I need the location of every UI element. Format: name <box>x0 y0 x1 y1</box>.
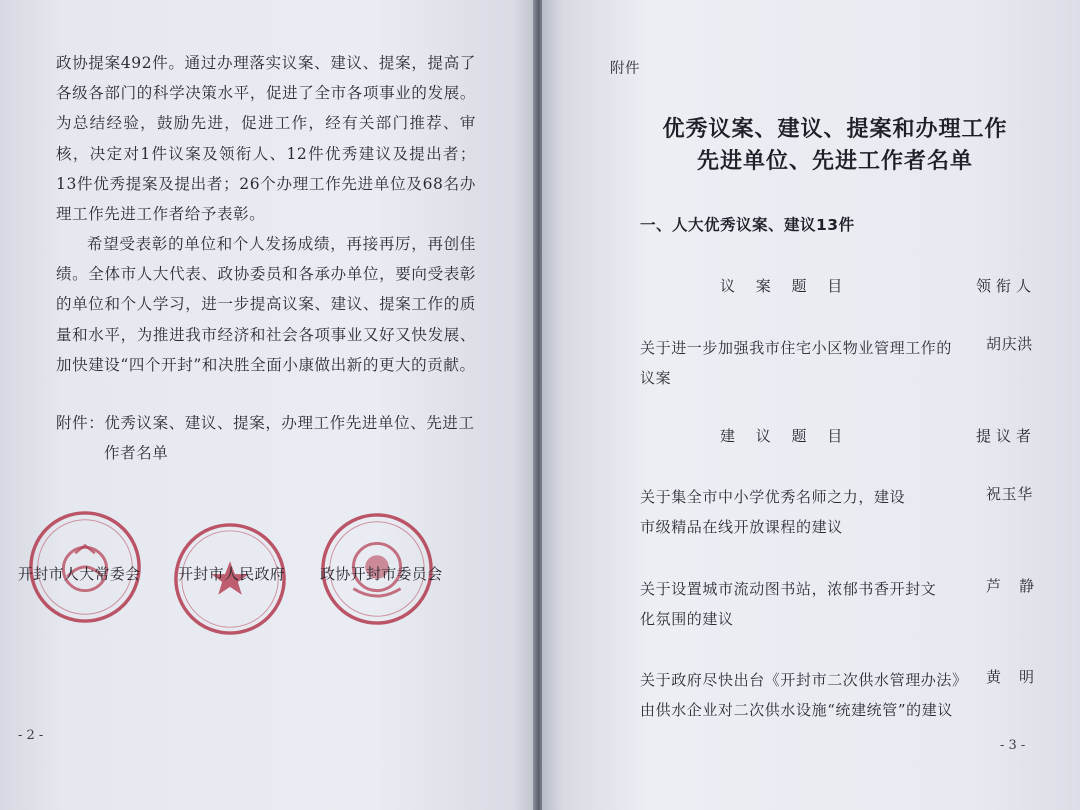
suggestion-topic-header: 建 议 题 目 <box>720 427 851 445</box>
issuer-cppcc-committee: 政协开封市委员会 <box>320 565 443 583</box>
document-title-line-2: 先进单位、先进工作者名单 <box>696 149 973 174</box>
body-paragraph-1: 政协提案492件。通过办理落实议案、建议、提案，提高了各级各部门的科学决策水平，促进了全市各项事业的发展。为总结经验，鼓励先进，促进工作，经有关部门推荐、审核，决定对1件议案及领衔人、12件优秀建议及提出者；13件优秀提案及提出者；26个办理工作先进单位及68名办理工作先进工作者给予表彰。 <box>56 54 476 224</box>
issuer-municipal-government: 开封市人民政府 <box>178 565 286 583</box>
motion-item-title: 关于进一步加强我市住宅小区物业管理工作的议案 <box>640 339 953 387</box>
attachment-note <box>56 408 476 468</box>
suggestion-item-person: 黄明 <box>986 668 1053 686</box>
attachment-label: 附件： <box>56 414 105 432</box>
suggestion-item-person: 芦静 <box>986 577 1053 595</box>
suggestion-item-title: 关于集全市中小学优秀名师之力，建设市级精品在线开放课程的建议 <box>640 488 906 536</box>
motion-item-person: 胡庆洪 <box>986 335 1033 353</box>
suggestion-item-title: 关于政府尽快出台《开封市二次供水管理办法》由供水企业对二次供水设施“统建统管”的建议 <box>640 671 968 719</box>
suggestion-item-title: 关于设置城市流动图书站，浓郁书香开封文化氛围的建议 <box>640 580 937 628</box>
suggestion-person-header: 提议者 <box>976 427 1037 445</box>
section-heading: 一、人大优秀议案、建议13件 <box>640 216 855 234</box>
document-title-line-1: 优秀议案、建议、提案和办理工作 <box>662 117 1008 142</box>
motion-person-header: 领衔人 <box>976 277 1037 295</box>
left-page <box>0 0 535 810</box>
motion-topic-header: 议 案 题 目 <box>720 277 851 295</box>
body-paragraph-2: 希望受表彰的单位和个人发扬成绩，再接再厉，再创佳绩。全体市人大代表、政协委员和各承办单位，要向受表彰的单位和个人学习，进一步提高议案、建议、提案工作的质量和水平，为推进我市经济和社会各项事业又好又快发展、加快建设“四个开封”和决胜全面小康做出新的更大的贡献。 <box>56 235 476 374</box>
attachment-line-2: 作者名单 <box>104 444 169 462</box>
page-number-right: - 3 - <box>1000 738 1026 753</box>
issuer-npc-standing-committee: 开封市人大常委会 <box>18 565 141 583</box>
attachment-heading: 附件 <box>610 61 640 77</box>
suggestion-item-person: 祝玉华 <box>986 485 1033 503</box>
attachment-line-1: 优秀议案、建议、提案，办理工作先进单位、先进工 <box>104 414 475 432</box>
page-number-left: - 2 - <box>18 728 44 743</box>
